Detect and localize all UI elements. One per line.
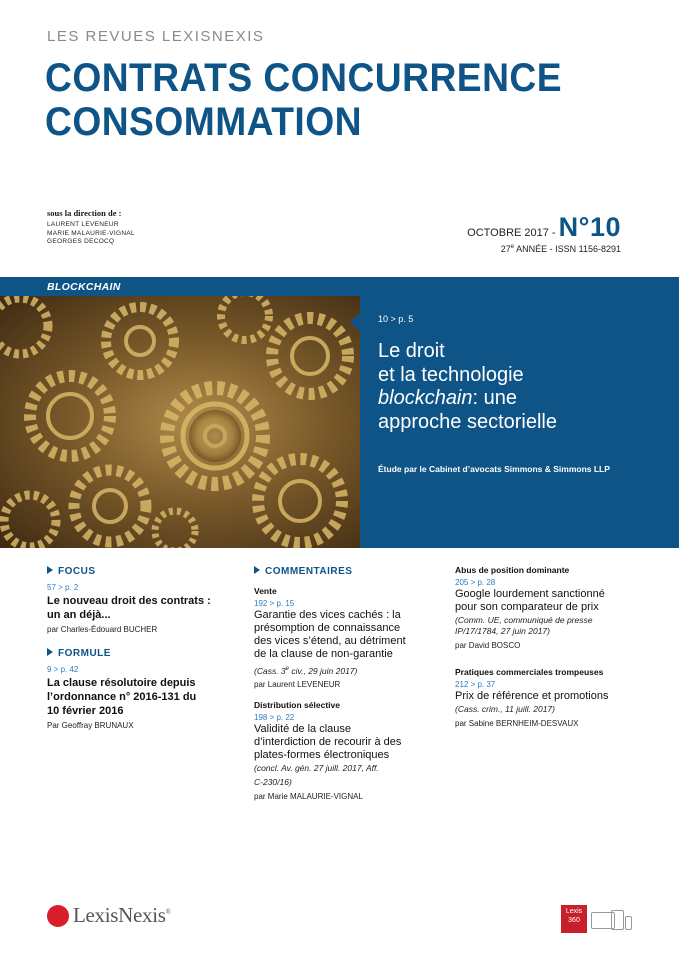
article-citation [455, 615, 655, 637]
section-heading-label: COMMENTAIRES [265, 566, 353, 577]
article-title-line: d’interdiction de recourir à des [254, 735, 402, 748]
tablet-icon [611, 910, 624, 930]
topic-tag: BLOCKCHAIN [47, 281, 121, 293]
badge-line: Lexis [565, 908, 583, 915]
article-author: par Marie MALAURIE-VIGNAL [254, 791, 363, 801]
formule-article-title[interactable] [47, 676, 211, 718]
hero-title-line: Le droit [378, 340, 445, 362]
gears-illustration [0, 296, 360, 548]
rubric-heading: Abus de position dominante [455, 565, 570, 575]
article-reference: 57 > p. 2 [47, 583, 79, 592]
article-title-line: présomption de connaissance [254, 622, 401, 634]
article-title[interactable] [254, 609, 444, 661]
focus-article-title[interactable] [47, 594, 211, 622]
article-title-line: Google lourdement sanctionné [455, 588, 605, 600]
article-citation [254, 664, 444, 677]
lexis360-badge [561, 905, 587, 933]
commentaires-section [254, 566, 444, 801]
rubric-heading: Vente [254, 586, 277, 596]
article-title-line: Garantie des vices cachés : la [254, 609, 401, 621]
issue-date: OCTOBRE 2017 - [467, 227, 556, 239]
journal-title-line-1: CONTRATS CONCURRENCE [45, 56, 563, 100]
section-heading-label: FOCUS [58, 566, 96, 577]
issue-number: N°10 [558, 212, 621, 242]
article-author: par David BOSCO [455, 641, 521, 650]
triangle-right-icon [254, 566, 260, 574]
article-title-line: pour son comparateur de prix [455, 601, 599, 613]
article-title-line: 10 février 2016 [47, 705, 124, 717]
article-citation [254, 763, 444, 788]
director-name: GEORGES DECOCQ [47, 238, 115, 245]
direction-heading: sous la direction de : [47, 208, 122, 218]
journal-title [45, 56, 562, 144]
phone-icon [625, 916, 632, 930]
year-issn-text: ANNÉE - ISSN 1156-8291 [514, 244, 621, 254]
badge-line: 360 [568, 917, 580, 924]
series-name: LES REVUES LEXISNEXIS [47, 28, 265, 45]
citation-line: (Comm. UE, communiqué de presse [455, 615, 593, 625]
article-reference: 205 > p. 28 [455, 578, 496, 587]
article-title[interactable] [254, 723, 444, 762]
hero-title[interactable] [378, 340, 658, 434]
rubric-heading: Distribution sélective [254, 699, 340, 710]
article-title-line: Prix de référence et promotions [455, 690, 609, 702]
director-name: MARIE MALAURIE-VIGNAL [47, 229, 135, 237]
article-title-line: l’ordonnance n° 2016-131 du [47, 691, 197, 703]
publisher-logo-text: LexisNexis [73, 903, 166, 927]
citation-text: civ., 29 juin 2017) [289, 665, 358, 676]
triangle-right-icon [47, 566, 53, 574]
year-ordinal-suffix: e [510, 244, 515, 250]
citation-sup: e [285, 666, 289, 672]
article-reference: 192 > p. 15 [254, 599, 295, 608]
section-heading [47, 566, 211, 577]
hero-title-rest: : une [472, 387, 517, 409]
article-author: par Charles-Édouard BUCHER [47, 625, 158, 634]
rubric-heading: Pratiques commerciales trompeuses [455, 667, 604, 677]
article-author: par Sabine BERNHEIM-DESVAUX [455, 719, 579, 728]
section-heading [47, 648, 211, 659]
article-reference: 9 > p. 42 [47, 665, 79, 674]
citation-line: C-230/16) [254, 776, 292, 787]
citation-line: (concl. Av. gén. 27 juill. 2017, Aff. [254, 762, 379, 773]
article-author: par Laurent LEVENEUR [254, 679, 341, 689]
citation-text: (Cass. 3 [254, 665, 286, 676]
article-title[interactable] [455, 690, 655, 703]
article-title-line: de la clause de non-garantie [254, 648, 393, 660]
hero-subtitle: Étude par le Cabinet d’avocats Simmons & Simmons LLP [378, 464, 610, 474]
direction-names [47, 221, 135, 247]
hero-title-line [378, 387, 658, 411]
article-title[interactable] [455, 588, 655, 614]
section-heading [254, 566, 444, 577]
section-heading-label: FORMULE [58, 648, 111, 659]
article-citation: (Cass. crim., 11 juill. 2017) [455, 704, 555, 714]
article-title-line: Le nouveau droit des contrats : [47, 595, 211, 607]
hero-pointer [350, 312, 361, 332]
citation-line: IP/17/1784, 27 juin 2017) [455, 626, 550, 636]
article-title-line: plates-formes électroniques [254, 748, 390, 761]
hero-title-line: et la technologie [378, 363, 524, 386]
journal-title-line-2: CONSOMMATION [45, 100, 362, 144]
article-title-line: des vices s’étend, au détriment [254, 635, 406, 647]
director-name: LAURENT LEVENEUR [47, 221, 119, 228]
hero-title-italic: blockchain [378, 387, 473, 409]
article-title-line: Validité de la clause [254, 722, 352, 735]
registered-mark: ® [165, 908, 171, 916]
article-reference: 212 > p. 37 [455, 680, 496, 689]
year-ordinal: 27 [500, 244, 511, 254]
hero-title-line: approche sectorielle [378, 410, 557, 433]
article-author: Par Geoffray BRUNAUX [47, 721, 134, 730]
focus-section [47, 566, 211, 730]
article-reference: 198 > p. 22 [254, 712, 295, 722]
triangle-right-icon [47, 648, 53, 656]
article-title-line: La clause résolutoire depuis [47, 677, 196, 689]
column-3-articles [455, 565, 655, 728]
hero-reference: 10 > p. 5 [378, 314, 414, 324]
gears-photo [0, 296, 360, 548]
issue-year-issn [501, 244, 621, 254]
article-title-line: un an déjà... [47, 609, 111, 621]
publisher-logo [73, 903, 171, 928]
issue-info [467, 212, 621, 243]
lexisnexis-logo-icon [47, 905, 69, 927]
